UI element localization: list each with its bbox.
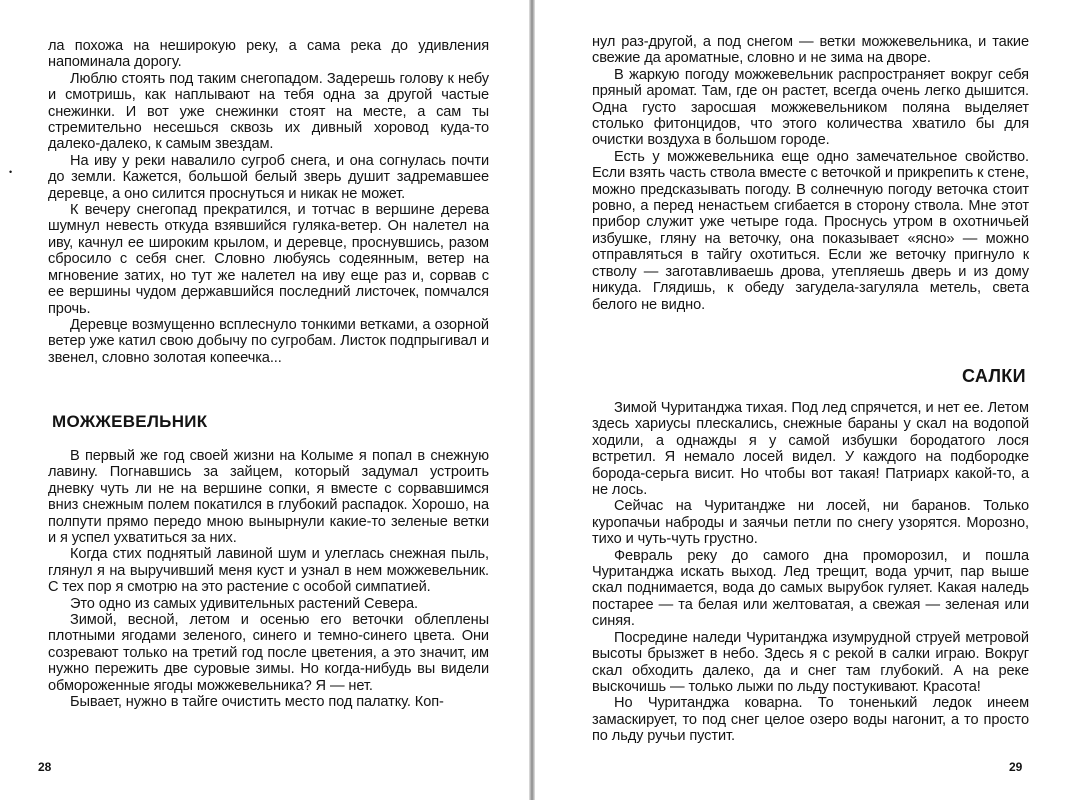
paragraph: В первый же год своей жизни на Колыме я попал в снежную лавину. Погнавшись за зайцем, который задумал устроить дневку чуть ли не на вершине сопки, я вместе с сорвавшимся вниз снежным полем покатился в глубокий распадок. Хорошо, на полпути прямо передо мною вынырнули какие-то зеленые ветки и я успел ухватиться за них. — [48, 448, 489, 547]
paragraph: На иву у реки навалило сугроб снега, и она согнулась почти до земли. Кажется, большой белый зверь душит задремавшее деревце, а оно силится проснуться и никак не может. — [48, 152, 489, 202]
paragraph: В жаркую погоду можжевельник распространяет вокруг себя пряный аромат. Там, где он растет, всегда очень легко дышится. Одна густо заросшая можжевельником поляна выделяет столько фитонцидов, что этого количества хватило бы для очистки воздуха в большом городе. — [592, 66, 1029, 149]
left-top-text — [48, 38, 489, 366]
right-page — [534, 0, 1074, 800]
margin-mark: • — [9, 167, 13, 177]
paragraph: Люблю стоять под таким снегопадом. Задерешь голову к небу и смотришь, как наплывают на тебя одна за другой частые снежинки. И вот уже снежинки стоят на месте, а сам ты стремительно несешься сквозь их дивный хоровод куда-то далеко-далеко, к самым звездам. — [48, 70, 489, 153]
paragraph: К вечеру снегопад прекратился, и тотчас в вершине дерева шумнул невесть откуда взявшийся гуляка-ветер. Он налетел на иву, качнул ее широким крылом, и деревце, проснувшись, разом сбросило с себя снег. Словно любуясь содеянным, ветер на мгновение затих, но тут же налетел на иву еще раз и, сорвав с ее вершины чудом державшийся последний листочек, помчался прочь. — [48, 202, 489, 317]
paragraph: Февраль реку до самого дна проморозил, и пошла Чуританджа искать выход. Лед трещит, вода урчит, пар выше скал поднимается, вода до самых вырубок гуляет. Какая наледь постарее — та белая или желтоватая, а свежая — зеленая или синяя. — [592, 547, 1029, 630]
chapter-heading: САЛКИ — [962, 366, 1026, 386]
page-number: 29 — [1009, 760, 1023, 774]
paragraph: Это одно из самых удивительных растений Севера. — [70, 595, 418, 612]
paragraph: Посредине наледи Чуританджа изумрудной струей метровой высоты брызжет в небо. Здесь я с рекой в салки играю. Вокруг скал обходить далеко, да и снег там глубокий. А на реке выскочишь — только лыжи по льду постукивают. Красота! — [592, 629, 1029, 695]
paragraph: Есть у можжевельника еще одно замечательное свойство. Если взять часть ствола вместе с веточкой и прикрепить к стене, можно предсказывать погоду. В солнечную погоду веточка стоит ровно, а перед ненастьем сгибается в сторону ствола. Мне этот прибор служит уже четыре года. Проснусь утром в охотничьей избушке, гляну на веточку, она показывает «ясно» — можно отправляться в тайгу охотиться. Если же веточку пригнуло к стволу — заготавливаешь дрова, утепляешь дверь и из дому никуда. Глядишь, к обеду загудела-загуляла метель, света белого не видно. — [592, 148, 1029, 313]
left-page — [0, 0, 530, 800]
paragraph: Зимой, весной, летом и осенью его веточки облеплены плотными ягодами зеленого, синего и темно-синего цвета. Они созревают только на третий год после цветения, а это значит, им нужно пережить две суровые зимы. Но когда-нибудь вы видели обмороженные ягоды можжевельника? Я — нет. — [48, 612, 489, 694]
page-number: 28 — [38, 760, 52, 774]
right-bottom-text — [592, 400, 1029, 745]
paragraph: ла похожа на неширокую реку, а сама река до удивления напоминала дорогу. — [48, 38, 489, 71]
paragraph: Когда стих поднятый лавиной шум и улеглась снежная пыль, глянул я на выручивший меня куст и узнал в нем можжевельник. С тех пор я смотрю на это растение с особой симпатией. — [48, 546, 489, 596]
chapter-heading: МОЖЖЕВЕЛЬНИК — [52, 412, 208, 431]
left-bottom-text — [48, 448, 489, 711]
paragraph: Бывает, нужно в тайге очистить место под палатку. Коп- — [70, 694, 444, 711]
paragraph: нул раз-другой, а под снегом — ветки можжевельника, и такие свежие да ароматные, словно и не зима на дворе. — [592, 34, 1029, 67]
paragraph: Зимой Чуританджа тихая. Под лед спрячется, и нет ее. Летом здесь хариусы плескались, снежные бараны у скал на водопой ходили, а однажды я у самой избушки бородатого лося встретил. Я немало лосей видел. У каждого на подбородке борода-серьга висит. Но чтобы вот такая! Патриарх какой-то, а не лось. — [592, 400, 1029, 499]
paragraph: Деревце возмущенно всплеснуло тонкими ветками, а озорной ветер уже катил свою добычу по сугробам. Листок подпрыгивал и звенел, словно золотая копеечка... — [48, 316, 489, 366]
right-top-text — [592, 34, 1029, 313]
paragraph: Но Чуританджа коварна. То тоненький ледок инеем замаскирует, то под снег целое озеро воды нагонит, а то просто по льду ручьи пустит. — [592, 695, 1029, 745]
paragraph: Сейчас на Чуританджe ни лосей, ни баранов. Только куропачьи наброды и заячьи петли по снегу узорятся. Морозно, тихо и чуть-чуть грустно. — [592, 498, 1029, 548]
